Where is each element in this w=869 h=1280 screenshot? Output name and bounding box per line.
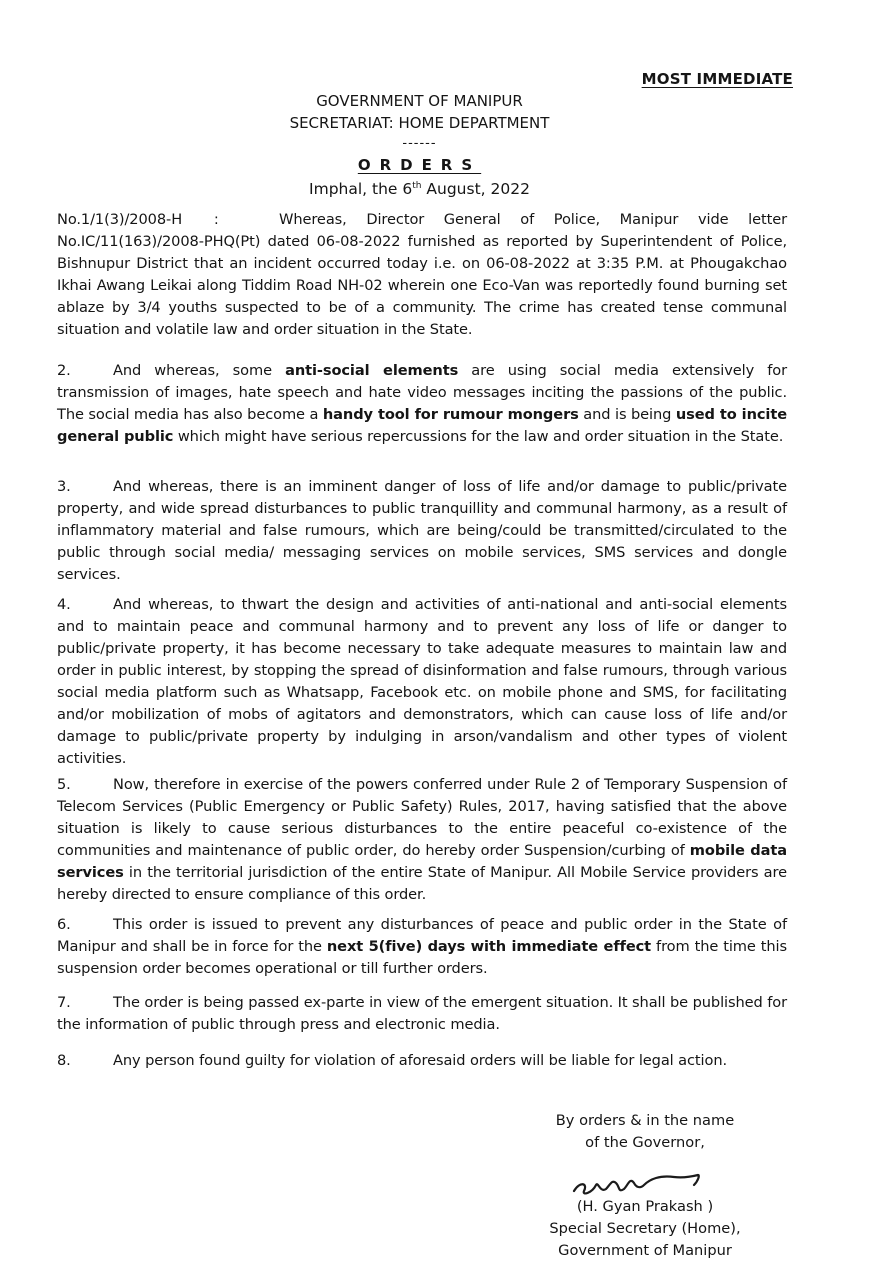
signatory-office: Government of Manipur	[558, 1242, 732, 1259]
paragraph-4: 4. And whereas, to thwart the design and activities of anti-national and anti-social elements and to maintain peace and communal harmony and to prevent any loss of life or danger to public/private property, it has become necessary to take adequate measures to maintain law and order in public interest, by stopping the spread of disinformation and false rumours, through various social media platform such as Whatsapp, Facebook etc. on mobile phone and SMS, for facilitating and/or mobilization of mobs of agitators and demonstrators, which can cause loss of life and/or damage to public/private property by indulging in arson/vandalism and other types of violent activities.	[57, 596, 787, 767]
paragraph-7: 7. The order is being passed ex-parte in view of the emergent situation. It shall be published for the information of public through press and electronic media.	[57, 994, 787, 1033]
paragraph-number: 6.	[57, 916, 71, 933]
paragraph-1: No.1/1(3)/2008-H : Whereas, Director General of Police, Manipur vide letter No.IC/11(163)/2008-PHQ(Pt) dated 06-08-2022 furnished as reported by Superintendent of Police, Bishnupur District that an incident occurred today i.e. on 06-08-2022 at 3:35 P.M. at Phougakchao Ikhai Awang Leikai along Tiddim Road NH-02 wherein one Eco-Van was reportedly found burning set ablaze by 3/4 youths suspected to be of a community. The crime has created tense communal situation and volatile law and order situation in the State.	[57, 211, 787, 338]
government-name: GOVERNMENT OF MANIPUR	[316, 92, 523, 110]
paragraph-number: 2.	[57, 362, 71, 379]
place-date: Imphal, the 6th August, 2022	[309, 180, 530, 198]
authority-line-1: By orders & in the name	[555, 1112, 735, 1129]
signatory-designation: Special Secretary (Home),	[549, 1220, 741, 1237]
paragraph-number: 8.	[57, 1052, 71, 1069]
document-title: ORDERS	[357, 156, 482, 174]
paragraph-number: 5.	[57, 776, 71, 793]
paragraph-6: 6. This order is issued to prevent any disturbances of peace and public order in the State of Manipur and shall be in force for the next 5(five) days with immediate effect from the time this suspension order becomes operational or till further orders.	[57, 916, 788, 977]
authority-line	[540, 1110, 750, 1154]
paragraph-number: 3.	[57, 478, 71, 495]
authority-line-2: of the Governor,	[585, 1134, 705, 1151]
paragraph-3: 3. And whereas, there is an imminent danger of loss of life and/or damage to public/private property, and wide spread disturbances to public tranquillity and communal harmony, as a result of inflammatory material and false rumours, which are being/could be transmitted/circulated to the public through social media/ messaging services on mobile services, SMS services and dongle services.	[57, 478, 787, 583]
paragraph-5: 5. Now, therefore in exercise of the powers conferred under Rule 2 of Temporary Suspension of Telecom Services (Public Emergency or Public Safety) Rules, 2017, having satisfied that the above situation is likely to cause serious disturbances to the entire peaceful co-existence of the communities and maintenance of public order, do hereby order Suspension/curbing of mobile data services in the territorial jurisdiction of the entire State of Manipur. All Mobile Service providers are hereby directed to ensure compliance of this order.	[57, 776, 788, 903]
paragraph-2: 2. And whereas, some anti-social elements are using social media extensively for transmission of images, hate speech and hate video messages inciting the passions of the public. The social media has also become a handy tool for rumour mongers and is being used to incite general public which might have serious repercussions for the law and order situation in the State.	[57, 362, 787, 445]
priority-label: MOST IMMEDIATE	[641, 70, 793, 88]
signatory-block	[540, 1196, 750, 1262]
paragraph-8: 8. Any person found guilty for violation of aforesaid orders will be liable for legal action.	[57, 1050, 787, 1072]
paragraph-number: 4.	[57, 596, 71, 613]
file-number: No.1/1(3)/2008-H :	[57, 211, 219, 228]
department-name: SECRETARIAT: HOME DEPARTMENT	[289, 114, 550, 132]
signatory-name: (H. Gyan Prakash )	[576, 1198, 714, 1215]
header-separator: ------	[402, 136, 437, 151]
paragraph-number: 7.	[57, 994, 71, 1011]
